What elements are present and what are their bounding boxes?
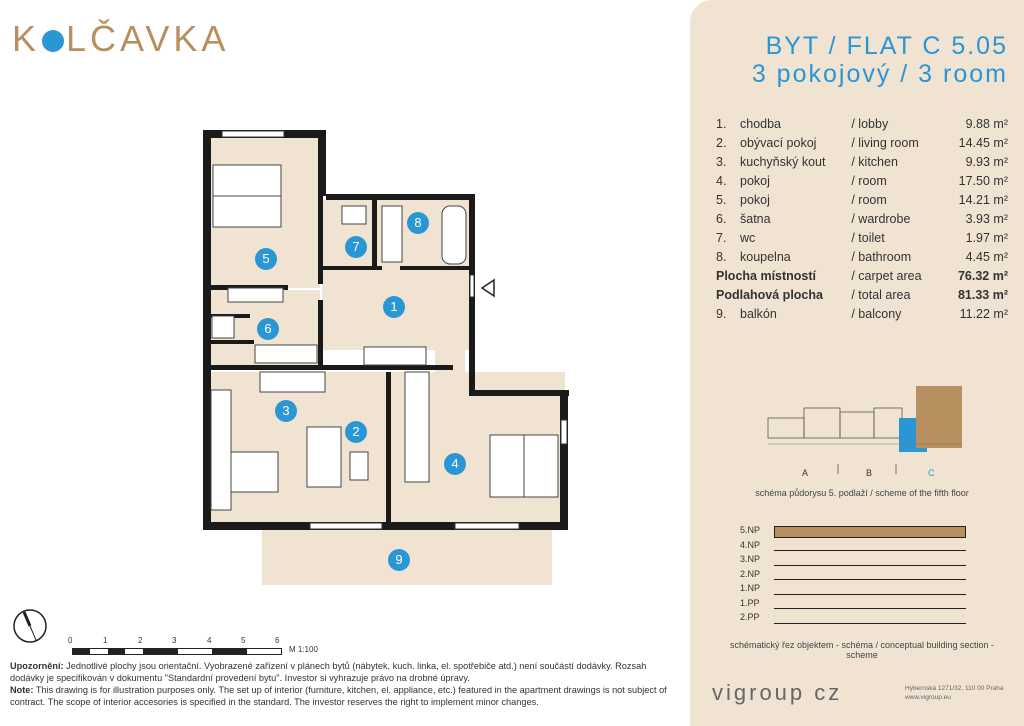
room-name: šatna xyxy=(740,211,771,226)
room-marker: 7 xyxy=(345,236,367,258)
scale-tick: 2 xyxy=(138,636,143,645)
scale-tick: 5 xyxy=(241,636,246,645)
section-floor-label: 2.NP xyxy=(740,568,761,579)
floor-scheme-label-c: C xyxy=(928,468,935,478)
room-name-en: / lobby xyxy=(851,116,889,131)
building-section xyxy=(716,525,1006,627)
developer-logo: vigroup cz xyxy=(712,680,843,705)
note-en-text: This drawing is for illustration purposes only. The set up of interior (furniture, kitchen, el. appliance, etc.) featured in the apartment drawings is not subject of contract. The scope of interior accesories is specified in the standard. The investor reserves the right to implement minor changes. xyxy=(10,685,667,707)
room-area: 9.88 m² xyxy=(965,116,1008,131)
room-marker: 9 xyxy=(388,549,410,571)
room-name: koupelna xyxy=(740,249,791,264)
scale-tick: 4 xyxy=(207,636,212,645)
room-area: 1.97 m² xyxy=(965,230,1008,245)
section-floor-row xyxy=(716,583,1006,598)
section-floor-row xyxy=(716,554,1006,569)
room-marker: 3 xyxy=(275,400,297,422)
room-area: 14.45 m² xyxy=(958,135,1008,150)
room-name: chodba xyxy=(740,116,782,131)
flat-subtitle: 3 pokojový / 3 room xyxy=(751,60,1008,88)
room-number: 3. xyxy=(716,154,727,169)
room-number: 8. xyxy=(716,249,727,264)
room-area: 76.32 m² xyxy=(957,268,1008,283)
room-number: 2. xyxy=(716,135,727,150)
note-cz-text: Jednotlivé plochy jsou orientační. Vyobrazené zařízení v plánech bytů (nábytek, kuch. linka, el. spotřebiče atd.) není součástí dodávky. Rozsah dodávky je specifikován v dokumentu "Standardní provedení bytu". Investor si vyhrazuje právo na drobné úpravy. xyxy=(10,661,647,683)
section-floor-row xyxy=(716,525,1006,540)
developer-address: Hybernská 1271/32, 110 00 Praha www.vigroup.eu xyxy=(905,685,1004,701)
room-area: 14.21 m² xyxy=(958,192,1008,207)
room-name-en: / bathroom xyxy=(851,249,912,264)
floor-scheme-caption: schéma půdorysu 5. podlaží / scheme of the fifth floor xyxy=(755,488,969,498)
logo-letter: K xyxy=(12,18,41,59)
room-row xyxy=(716,190,1008,209)
compass-icon xyxy=(10,606,50,646)
room-area: 17.50 m² xyxy=(958,173,1008,188)
room-area: 4.45 m² xyxy=(965,249,1008,264)
room-row xyxy=(716,133,1008,152)
room-row xyxy=(716,247,1008,266)
section-floor-line xyxy=(774,579,966,580)
room-marker: 2 xyxy=(345,421,367,443)
section-floor-line xyxy=(774,623,966,624)
room-name-en: / carpet area xyxy=(851,268,922,283)
scale-tick: 3 xyxy=(172,636,177,645)
room-area: 81.33 m² xyxy=(957,287,1008,302)
section-floor-row xyxy=(716,612,1006,627)
room-row xyxy=(716,114,1008,133)
room-number: 7. xyxy=(716,230,727,245)
section-floor-label: 1.PP xyxy=(740,597,760,608)
room-row xyxy=(716,228,1008,247)
section-floor-label: 4.NP xyxy=(740,539,761,550)
room-name: wc xyxy=(740,230,756,245)
entry-arrow-icon xyxy=(482,280,494,296)
room-name-en: / kitchen xyxy=(851,154,898,169)
section-floor-line xyxy=(774,594,966,595)
room-name: Podlahová plocha xyxy=(716,287,823,302)
room-area: 11.22 m² xyxy=(959,306,1008,321)
room-marker: 6 xyxy=(257,318,279,340)
section-floor-line xyxy=(774,550,966,551)
room-name-en: / living room xyxy=(851,135,919,150)
section-floor-row xyxy=(716,569,1006,584)
scale-bar xyxy=(72,648,282,655)
room-name-en: / toilet xyxy=(851,230,885,245)
room-row xyxy=(716,266,1008,285)
flat-title: BYT / FLAT C 5.05 xyxy=(765,32,1008,60)
room-name-en: / room xyxy=(851,192,887,207)
room-number: 4. xyxy=(716,173,727,188)
building-section-caption: schématický řez objektem - schéma / conceptual building section - scheme xyxy=(729,640,995,660)
room-name-en: / total area xyxy=(851,287,911,302)
room-row xyxy=(716,209,1008,228)
room-row xyxy=(716,152,1008,171)
section-floor-line xyxy=(774,565,966,566)
disclaimer xyxy=(10,660,680,708)
room-name: pokoj xyxy=(740,192,770,207)
room-marker: 4 xyxy=(444,453,466,475)
room-name-en: / balcony xyxy=(851,306,902,321)
note-en-label: Note: xyxy=(10,685,34,695)
room-name: kuchyňský kout xyxy=(740,154,826,169)
floor-scheme xyxy=(766,384,966,474)
room-table xyxy=(716,114,1008,323)
floor-scheme-label-a: A xyxy=(802,468,809,478)
section-floor-row xyxy=(716,540,1006,555)
section-floor-label: 1.NP xyxy=(740,583,761,593)
room-area: 3.93 m² xyxy=(965,211,1008,226)
room-row xyxy=(716,285,1008,304)
section-floor-row xyxy=(716,598,1006,613)
scale-tick: 0 xyxy=(68,636,73,645)
room-number: 9. xyxy=(716,306,727,321)
note-cz-label: Upozornění: xyxy=(10,661,64,671)
logo-rest: LČAVKA xyxy=(66,18,230,59)
section-floor-label: 5.NP xyxy=(740,525,761,535)
room-number: 5. xyxy=(716,192,727,207)
floor-scheme-label-b: B xyxy=(866,468,873,478)
section-floor-highlight xyxy=(774,526,966,538)
room-name: obývací pokoj xyxy=(740,135,817,150)
room-number: 1. xyxy=(716,116,727,131)
scale-tick: 6 xyxy=(275,636,280,645)
room-marker: 1 xyxy=(383,296,405,318)
room-name-en: / wardrobe xyxy=(851,211,911,226)
room-row xyxy=(716,171,1008,190)
scale-tick: 1 xyxy=(103,636,108,645)
scale-label: M 1:100 xyxy=(289,645,318,654)
room-marker: 8 xyxy=(407,212,429,234)
room-area: 9.93 m² xyxy=(965,154,1008,169)
section-floor-line xyxy=(774,608,966,609)
room-marker: 5 xyxy=(255,248,277,270)
room-name: Plocha místností xyxy=(716,268,817,283)
room-row xyxy=(716,304,1008,323)
room-name: balkón xyxy=(740,306,777,321)
room-name: pokoj xyxy=(740,173,770,188)
room-number: 6. xyxy=(716,211,727,226)
section-floor-label: 2.PP xyxy=(740,612,760,622)
section-floor-label: 3.NP xyxy=(740,554,761,564)
room-name-en: / room xyxy=(851,173,887,188)
